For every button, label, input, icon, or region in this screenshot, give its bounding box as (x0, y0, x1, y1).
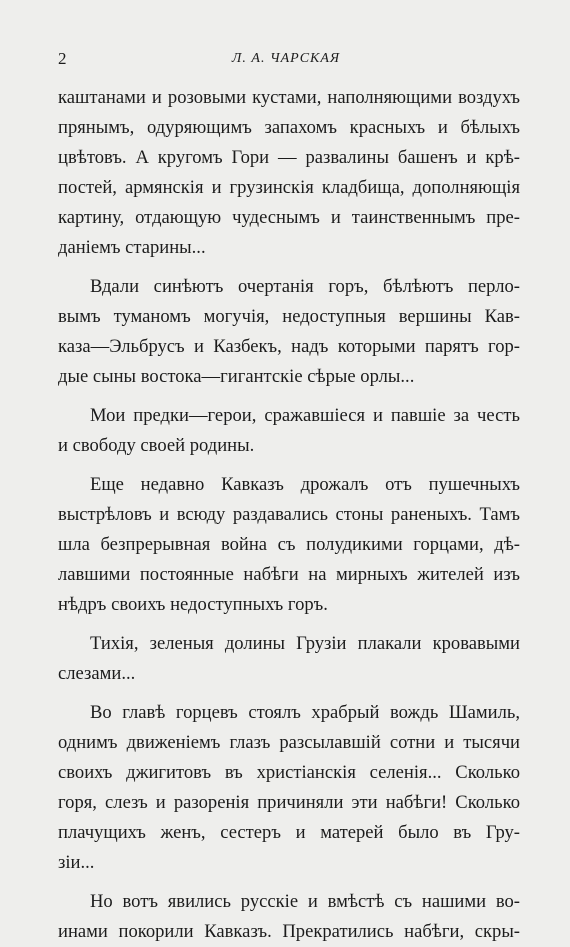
text-line: вымъ туманомъ могучія, недоступныя вершины Кав- (58, 306, 520, 327)
paragraph (58, 470, 520, 620)
text-line: картину, отдающую чудеснымъ и таинственнымъ пре- (58, 207, 520, 228)
text-line: слезами... (58, 663, 136, 684)
text-line: дые сыны востока—гигантскіе сѣрые орлы... (58, 366, 415, 387)
text-line: даніемъ старины... (58, 237, 206, 258)
paragraph (58, 698, 520, 878)
text-line: Еще недавно Кавказъ дрожалъ отъ пушечныхъ (90, 474, 520, 495)
text-line: прянымъ, одуряющимъ запахомъ красныхъ и бѣлыхъ (58, 117, 520, 138)
text-line: плачущихъ женъ, сестеръ и матерей было въ Гру- (58, 822, 520, 843)
text-line: своихъ джигитовъ въ христіанскія селенія... Сколько (58, 762, 520, 783)
page-number: 2 (58, 49, 67, 68)
text-line: нѣдръ своихъ недоступныхъ горъ. (58, 594, 328, 615)
body-text (58, 83, 520, 947)
text-line: зіи... (58, 852, 95, 873)
text-line: инами покорили Кавказъ. Прекратились набѣги, скры- (58, 921, 520, 942)
text-line: Но вотъ явились русскіе и вмѣстѣ съ нашими во- (90, 891, 520, 912)
text-line: постей, армянскія и грузинскія кладбища, дополняющія (58, 177, 520, 198)
text-line: Вдали синѣютъ очертанія горъ, бѣлѣютъ перло- (90, 276, 520, 297)
page-header (58, 48, 514, 70)
text-line: Тихія, зеленыя долины Грузіи плакали кровавыми (90, 633, 520, 654)
text-line: и свободу своей родины. (58, 435, 255, 456)
text-line: Мои предки—герои, сражавшіеся и павшіе за честь (90, 405, 520, 426)
paragraph (58, 401, 520, 461)
text-line: Во главѣ горцевъ стоялъ храбрый вождь Шамиль, (90, 702, 520, 723)
text-line: однимъ движеніемъ глазъ разсылавшій сотни и тысячи (58, 732, 520, 753)
running-head: Л. А. ЧАРСКАЯ (231, 51, 341, 66)
text-line: цвѣтовъ. А кругомъ Гори — развалины башенъ и крѣ- (58, 147, 520, 168)
text-line: шла безпрерывная война съ полудикими горцами, дѣ- (58, 534, 520, 555)
text-line: каза—Эльбрусъ и Казбекъ, надъ которыми парятъ гор- (58, 336, 520, 357)
text-line: лавшими постоянные набѣги на мирныхъ жителей изъ (58, 564, 520, 585)
paragraph (58, 272, 520, 392)
text-line: горя, слезъ и разоренія причиняли эти набѣги! Сколько (58, 792, 520, 813)
paragraph (58, 83, 520, 263)
paragraph (58, 629, 520, 689)
text-line: каштанами и розовыми кустами, наполняющими воздухъ (58, 87, 520, 108)
text-line: выстрѣловъ и всюду раздавались стоны раненыхъ. Тамъ (58, 504, 520, 525)
paragraph (58, 887, 520, 947)
